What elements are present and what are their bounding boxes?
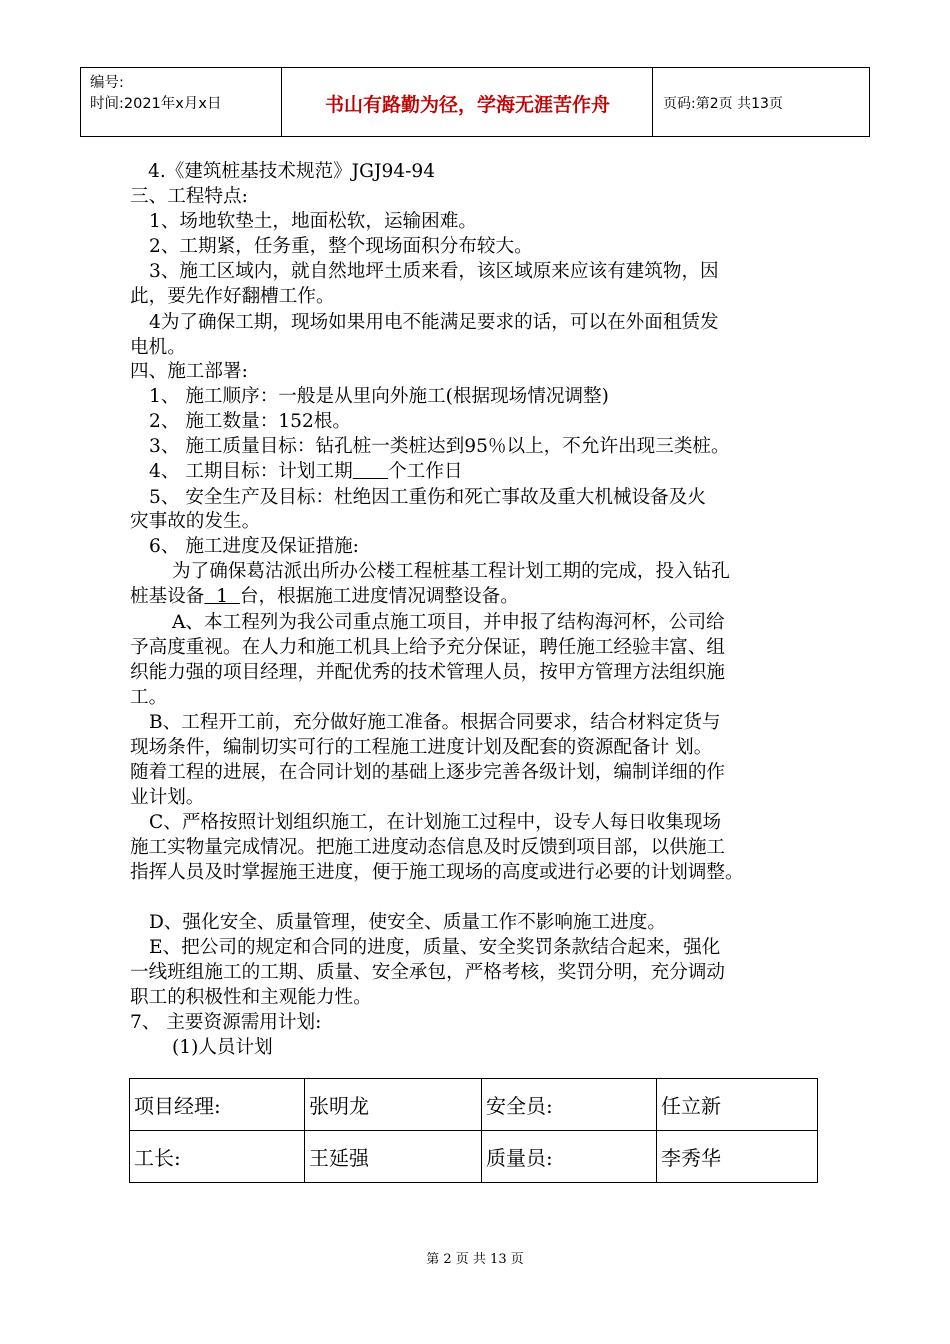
table-cell: 任立新 [657,1079,818,1131]
body-line: 工。 [130,687,168,708]
section-heading: 四、施工部署: [130,361,248,382]
body-line: A、本工程列为我公司重点施工项目，并申报了结构海河杯，公司给 [172,612,725,633]
equip-suffix: 台，根据施工进度情况调整设备。 [239,586,519,607]
table-cell: 李秀华 [657,1131,818,1183]
header-meta [90,73,285,115]
period-label: 4、 工期目标：计划工期 [149,461,353,482]
body-line: D、强化安全、质量管理，使安全、质量工作不影响施工进度。 [149,912,666,933]
body-line: E、把公司的规定和合同的进度，质量、安全奖罚条款结合起来，强化 [149,937,721,958]
header-divider [869,68,870,136]
body-line: C、严格按照计划组织施工，在计划施工过程中，设专人每日收集现场 [149,812,722,833]
table-row [130,1079,818,1131]
body-line: 5、 安全生产及目标：杜绝因工重伤和死亡事故及重大机械设备及火 [149,487,706,508]
body-line: 1、 施工顺序：一般是从里向外施工(根据现场情况调整) [149,386,609,407]
body-line: 2、工期紧，任务重，整个现场面积分布较大。 [149,236,533,257]
body-line: 一线班组施工的工期、质量、安全承包，严格考核，奖罚分明，充分调动 [130,962,726,983]
period-suffix: 个工作日 [388,461,463,482]
body-line: 职工的积极性和主观能力性。 [130,987,372,1008]
body-line: 指挥人员及时掌握施王进度，便于施工现场的高度或进行必要的计划调整。 [130,862,744,883]
table-cell: 安全员: [482,1079,657,1131]
table-row [130,1131,818,1183]
body-line: 此，要先作好翻槽工作。 [130,286,335,307]
staff-table [129,1078,818,1183]
table-cell: 项目经理: [130,1079,305,1131]
section-heading: 三、工程特点: [130,186,248,207]
body-line: 予高度重视。在人力和施工机具上给予充分保证，聘任施工经验丰富、组 [130,637,726,658]
body-line: 4.《建筑桩基技术规范》JGJ94-94 [148,161,436,182]
body-line [149,460,463,484]
header-motto: 书山有路勤为径，学海无涯苦作舟 [324,94,610,116]
body-line: 3、施工区域内，就自然地坪土质来看，该区域原来应该有建筑物，因 [149,261,719,282]
body-line: 6、 施工进度及保证措施: [149,536,359,557]
body-line: 织能力强的项目经理，并配优秀的技术管理人员，按甲方管理方法组织施 [130,662,726,683]
body-line: 3、 施工质量目标：钻孔桩一类桩达到95％以上，不允许出现三类桩。 [149,436,730,457]
doc-number-label: 编号: [90,75,124,91]
body-line [130,585,519,609]
page-header [80,67,870,137]
doc-time-label: 时间:2021年x月x日 [90,96,222,112]
table-cell: 质量员: [482,1131,657,1183]
body-line: 7、 主要资源需用计划: [130,1012,322,1033]
header-page-info: 页码:第2页 共13页 [663,96,783,112]
equip-count: 1 [204,586,240,607]
body-line: 1、场地软垫土，地面松软，运输困难。 [149,211,477,232]
header-divider [652,68,653,136]
equip-label: 桩基设备 [130,586,205,607]
body-line: B、工程开工前，充分做好施工准备。根据合同要求，结合材料定货与 [149,712,721,733]
header-divider [80,68,81,136]
body-line: 2、 施工数量：152根。 [149,411,351,432]
body-line: 业计划。 [130,787,205,808]
table-cell: 张明龙 [305,1079,482,1131]
body-line: 随着工程的进展，在合同计划的基础上逐步完善各级计划，编制详细的作 [130,762,726,783]
body-line: 施工实物量完成情况。把施工进度动态信息及时反馈到项目部，以供施工 [130,837,726,858]
table-cell: 王延强 [305,1131,482,1183]
body-line: 现场条件，编制切实可行的工程施工进度计划及配套的资源配备计 划。 [130,737,713,758]
body-line: 为了确保葛沽派出所办公楼工程桩基工程计划工期的完成，投入钻孔 [172,561,730,582]
page-footer: 第 2 页 共 13 页 [426,1252,524,1267]
body-line: 4为了确保工期，现场如果用电不能满足要求的话，可以在外面租赁发 [149,312,719,333]
body-line: (1)人员计划 [172,1037,273,1058]
body-line: 灾事故的发生。 [130,511,261,532]
body-line: 电机。 [130,337,186,358]
table-cell: 工长: [130,1131,305,1183]
period-blank [353,461,388,482]
